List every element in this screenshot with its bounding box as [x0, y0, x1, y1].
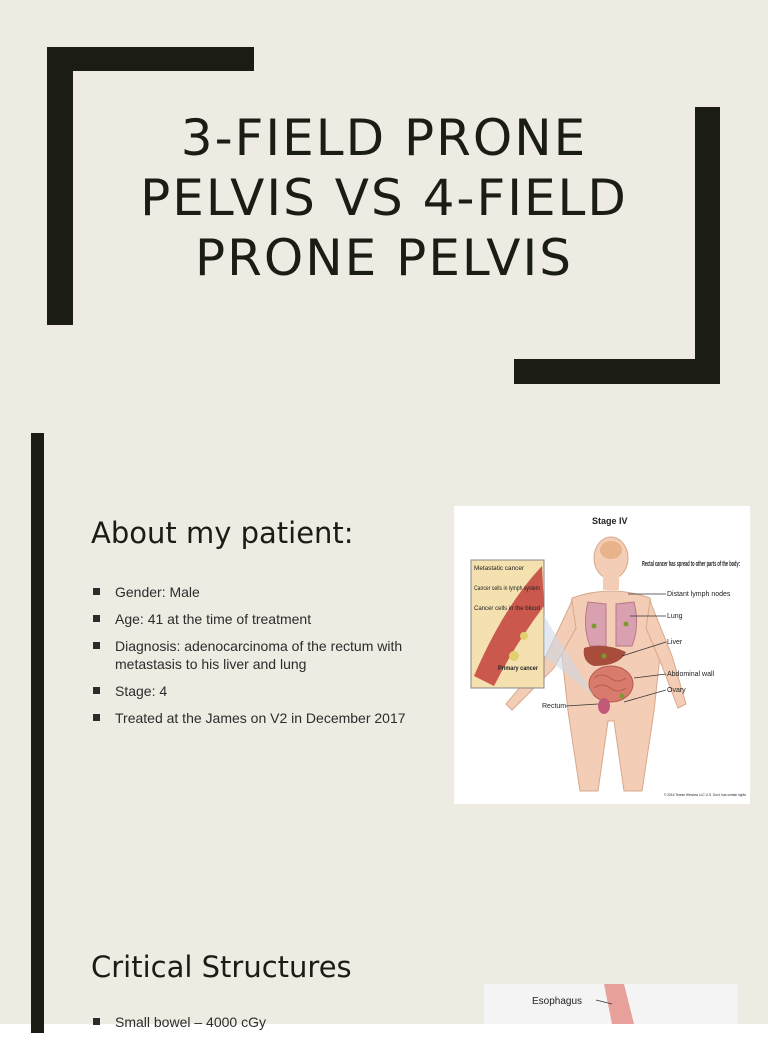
title-slide: [0, 0, 768, 420]
title-line: PRONE PELVIS: [195, 229, 573, 287]
critical-structures-slide: [0, 900, 768, 1030]
list-item: Diagnosis: adenocarcinoma of the rectum with metastasis to his liver and lung: [91, 637, 441, 673]
bracket-top-left-vertical: [47, 47, 73, 325]
figure-label: Abdominal wall: [667, 671, 715, 678]
inset-label: Cancer cells in lymph system: [474, 586, 540, 592]
patient-details-list: [91, 583, 441, 736]
list-item: Treated at the James on V2 in December 2017: [91, 709, 441, 727]
figure-copyright: © 2016 Terese Winslow LLC U.S. Govt. has certain rights: [664, 792, 746, 797]
anatomy-illustration: [454, 506, 750, 804]
inset-label: Metastatic cancer: [474, 566, 524, 572]
title-line: 3-FIELD PRONE: [180, 109, 588, 167]
figure-title: Stage IV: [592, 516, 628, 526]
figure-caption: Rectal cancer has spread to other parts of the body:: [642, 561, 740, 568]
figure-label: Esophagus: [532, 996, 583, 1007]
accent-bar: [31, 900, 44, 1024]
inset-label: Cancer cells in the blood: [474, 606, 540, 612]
intestines: [589, 666, 633, 702]
rectum: [598, 698, 610, 714]
figure-label: Rectum: [542, 703, 567, 710]
bracket-bottom-right-vertical: [695, 107, 720, 384]
figure-label: Ovary: [667, 687, 686, 694]
figure-label: Distant lymph nodes: [667, 591, 731, 598]
list-item: Gender: Male: [91, 583, 441, 601]
esophagus-figure: [484, 984, 738, 1024]
bracket-top-left-horizontal: [47, 47, 254, 71]
critical-structures-list: [91, 1013, 441, 1040]
figure-label: Lung: [667, 613, 683, 620]
stage-iv-figure: [454, 506, 750, 804]
list-item: Age: 41 at the time of treatment: [91, 610, 441, 628]
slide-title: [100, 108, 668, 288]
inset-label: Primary cancer: [498, 666, 539, 672]
title-line: PELVIS VS 4-FIELD: [140, 169, 628, 227]
list-item: Small bowel – 4000 cGy: [91, 1013, 441, 1031]
figure-label: Liver: [667, 639, 683, 646]
list-item: Stage: 4: [91, 682, 441, 700]
bracket-bottom-right-horizontal: [514, 359, 720, 384]
brain: [600, 541, 622, 559]
patient-heading: About my patient:: [91, 516, 354, 550]
critical-structures-heading: Critical Structures: [91, 950, 352, 984]
lung-left: [585, 602, 606, 646]
